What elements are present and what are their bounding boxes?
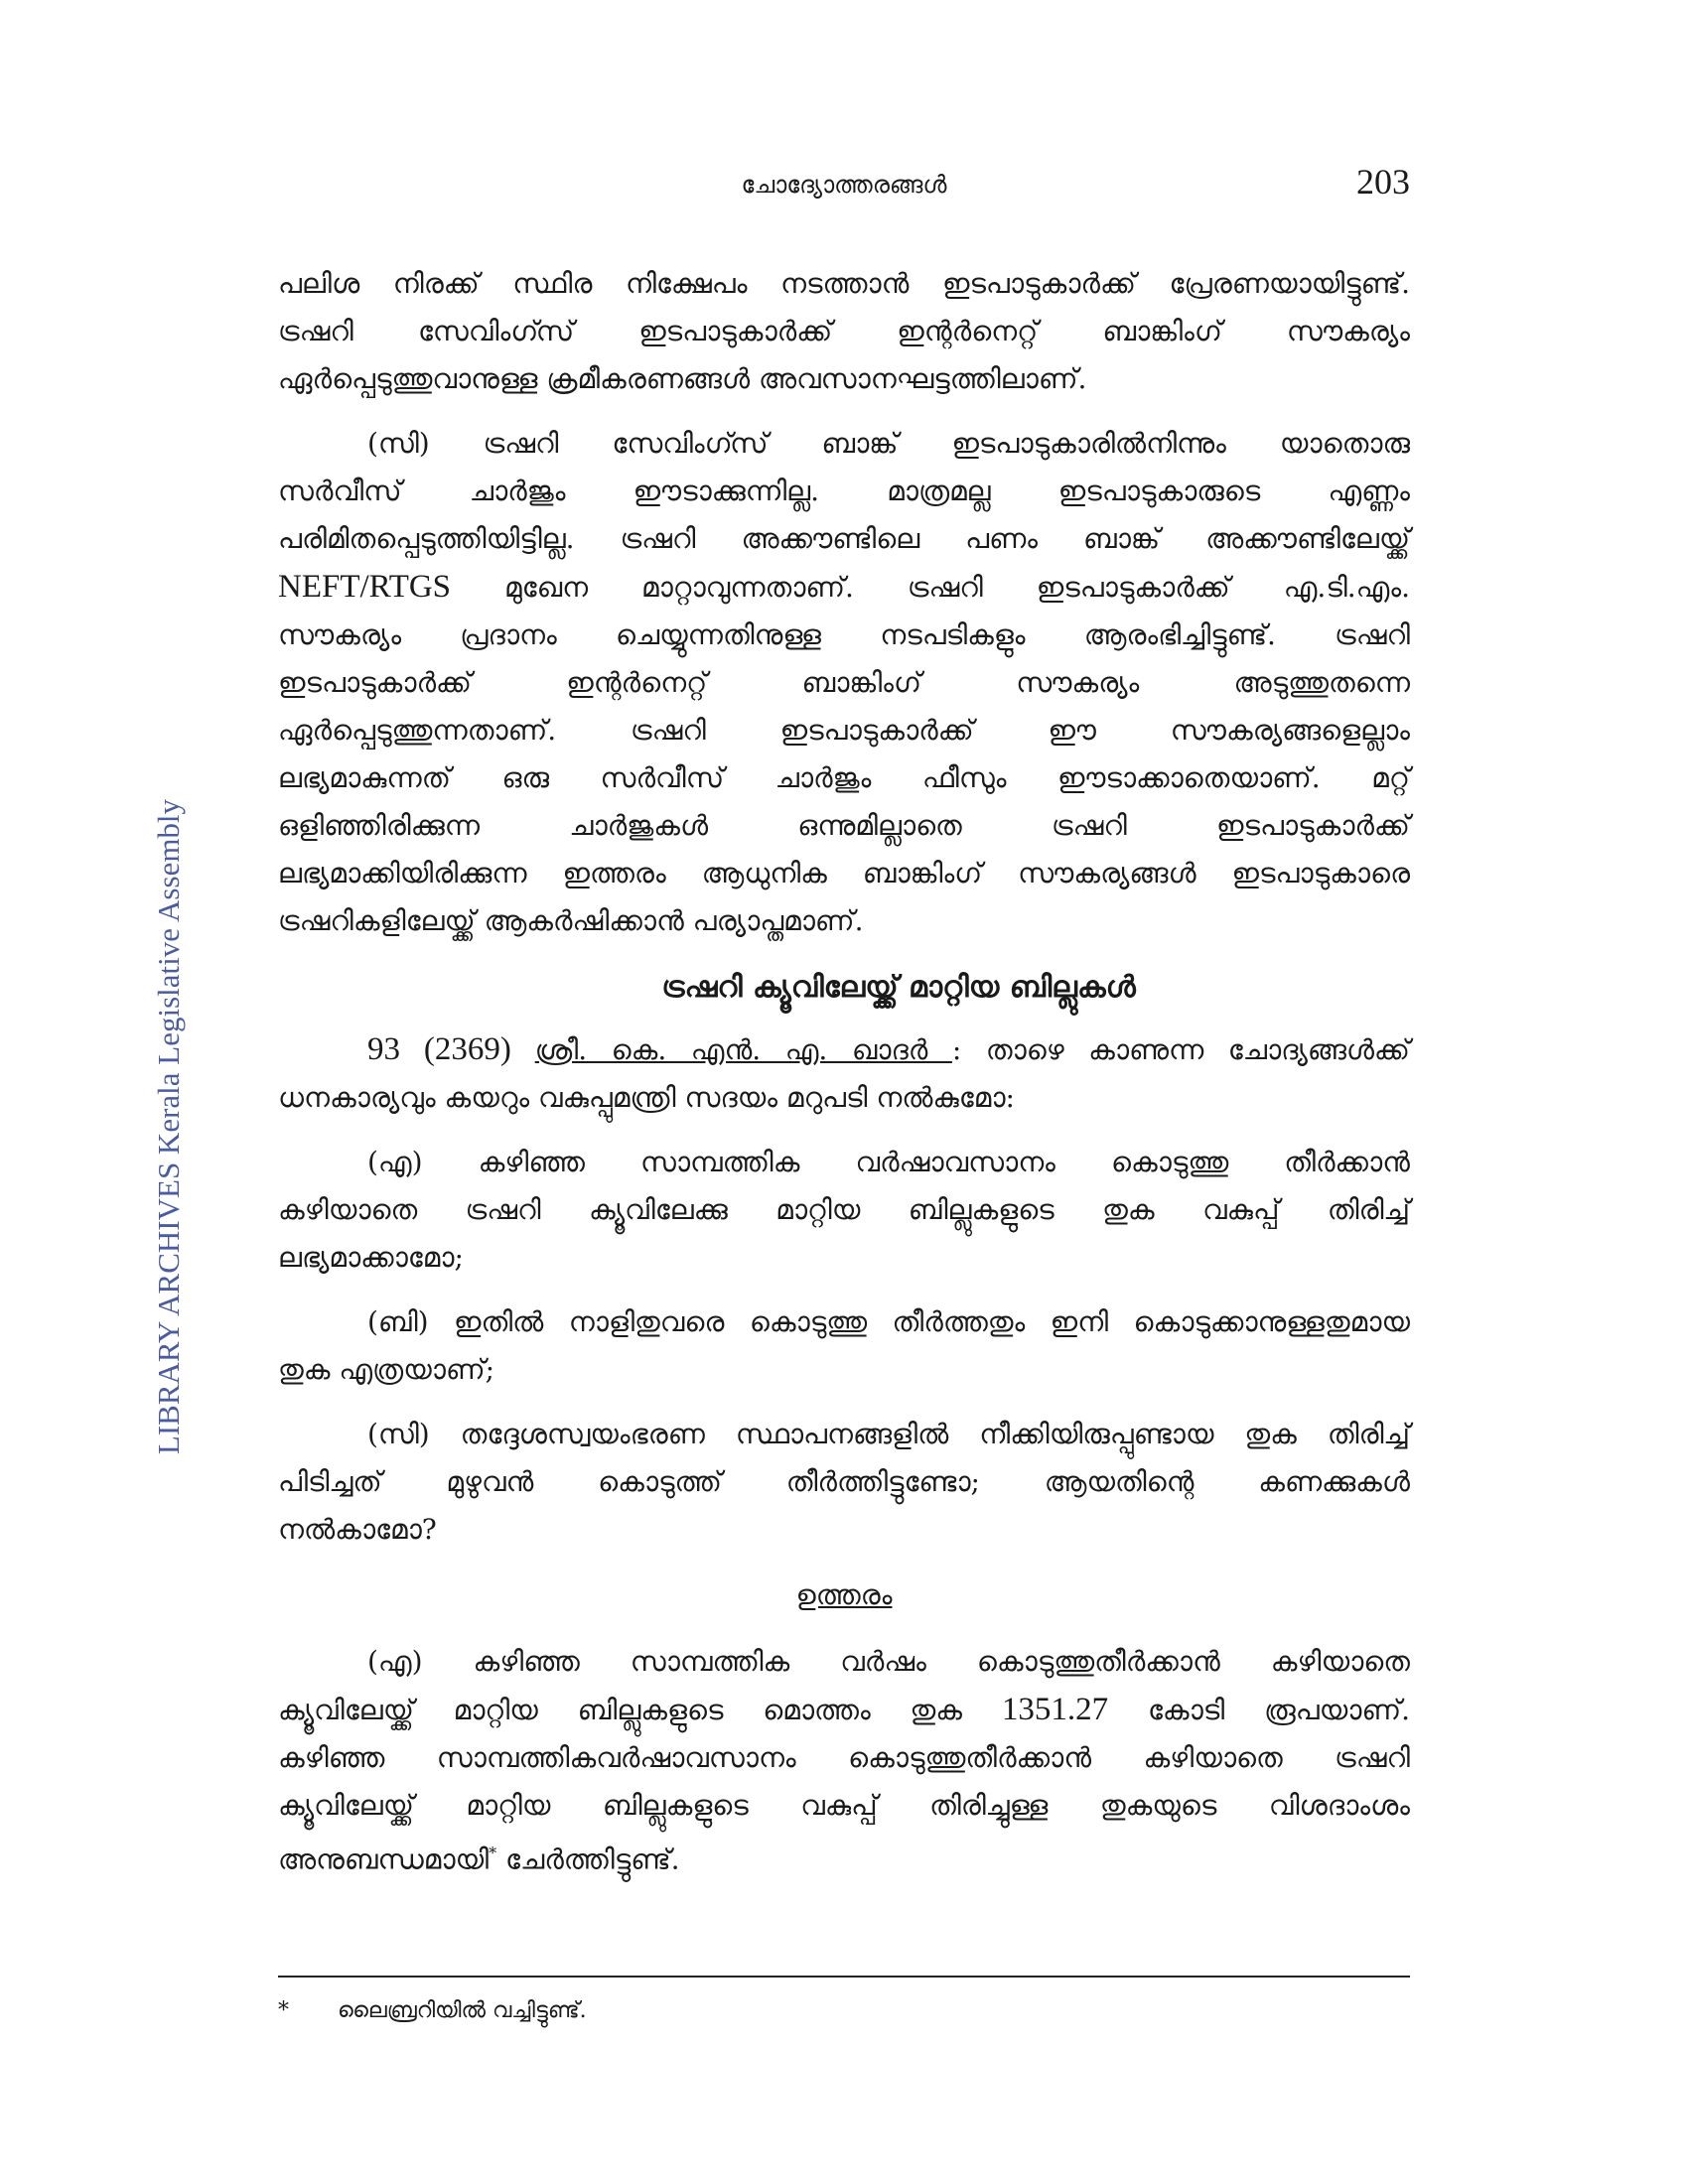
text-line [278,1686,1410,1734]
question-b [278,1298,1410,1394]
answer-c-paragraph [278,420,1410,945]
text-segment: തീർക്കാൻ കഴിയാതെ ട്രഷറി [965,1741,1410,1774]
text-line [278,563,1410,612]
answer-continuation-paragraph [278,260,1410,403]
text-segment: മുഖേന മാറ്റാവുന്നതാണ്. ട്രഷറി ഇടപാടുകാർക്ക് എ.ടി.എം. [451,571,1410,604]
footnote-reference: * [489,1843,497,1862]
text-segment: തീർത്തതും ഇനി കൊടുക്കാനുള്ളതുമായ [867,1305,1410,1338]
underlined-text: ത്തു [391,362,433,395]
text-line: ലഭ്യമാകുന്നത് ഒരു സർവീസ് ചാർജും ഫീസും ഈടാക്കാതെയാണ്. മറ്റ് [278,761,1410,794]
underlined-text: ത്തു [1188,1146,1229,1178]
text-line: ഒളിഞ്ഞിരിക്കുന്ന ചാർജുകൾ ഒന്നുമില്ലാതെ ട്രഷറി ഇടപാടുകാർക്ക് [278,809,1410,842]
member-name: ശ്രീ. കെ. എൻ. എ. ഖാദർ [534,1033,952,1066]
running-header: ചോദ്യോത്തരങ്ങൾ [741,171,947,199]
text-segment: (ബി) ഇതിൽ നാളിതുവരെ കൊടു [367,1305,827,1338]
text-line [278,1139,1410,1186]
text-segment: ഏർപ്പെടു [278,714,392,747]
text-line: പിടിച്ചത് മുഴുവൻ കൊടുത്ത് തീർത്തിട്ടുണ്ടോ; ആയതിന്റെ കണക്കുകൾ [278,1465,1410,1498]
underlined-text: ത്തു [1054,1645,1095,1678]
underlined-text: ത്തു [826,1305,868,1338]
text-line: പലിശ നിരക്ക് സ്ഥിര നിക്ഷേപം നടത്താൻ ഇടപാടുകാർക്ക് പ്രേരണയായിട്ടുണ്ട്. [278,267,1410,300]
text-line: (സി) ട്രഷറി സേവിംഗ്സ് ബാങ്ക് ഇടപാടുകാരിൽനിന്നും യാതൊരു [367,427,1410,460]
text-segment: (എ) കഴിഞ്ഞ സാമ്പത്തിക വർഷാവസാനം കൊടു [367,1146,1189,1178]
question-a [278,1139,1410,1282]
text-line: (സി) തദ്ദേശസ്വയംഭരണ സ്ഥാപനങ്ങളിൽ നീക്കിയിരുപ്പുണ്ടായ തുക തിരിച്ച് [367,1418,1410,1450]
text-line [278,659,1410,707]
answer-heading: ഉത്തരം [795,1578,893,1611]
text-line: പരിമിതപ്പെടുത്തിയിട്ടില്ല. ട്രഷറി അക്കൗണ്ടിലെ പണം ബാങ്ക് അക്കൗണ്ടിലേയ്ക്ക് [278,522,1410,555]
text-line [278,1025,1410,1074]
text-segment: തന്നെ [1328,666,1410,699]
text-segment: ചേർത്തിട്ടുണ്ട്. [496,1843,680,1876]
text-line [278,707,1410,754]
text-line: സൗകര്യം പ്രദാനം ചെയ്യുന്നതിനുള്ള നടപടികളും ആരംഭിച്ചിട്ടുണ്ട്. ട്രഷറി [278,618,1410,651]
answer-a [278,1638,1410,1883]
text-segment: ഇടപാടുകാർക്ക് ഇന്റർനെറ്റ് ബാങ്കിംഗ് സൗകര്യം അടു [278,666,1289,699]
latin-text: NEFT/RTGS [278,569,452,605]
amount-value: 1351.27 [1001,1692,1109,1727]
footnote [278,1993,1410,2029]
text-segment: തീർക്കാൻ [1228,1146,1410,1178]
text-segment: (എ) കഴിഞ്ഞ സാമ്പത്തിക വർഷം കൊടു [367,1645,1055,1678]
page-body [278,260,1410,1900]
text-line: തുക എത്രയാണ്; [278,1353,495,1386]
footnote-divider [278,1976,1410,1978]
text-line: ക്യൂവിലേയ്ക്ക് മാറ്റിയ ബില്ലുകളുടെ വകുപ്പ് തിരിച്ചുള്ള തുകയുടെ വിശദാംശം [278,1789,1410,1822]
text-segment: തീർക്കാൻ കഴിയാതെ [1094,1645,1410,1678]
question-number: 93 (2369) [367,1031,535,1067]
text-line [278,355,1410,403]
footnote-text: ലൈബ്രറിയിൽ വച്ചിട്ടുണ്ട്. [338,1998,587,2023]
text-segment: വാനുള്ള ക്രമീകരണങ്ങൾ അവസാനഘട്ടത്തിലാണ്. [432,362,1087,395]
text-line [278,1734,1410,1782]
text-line [278,1638,1410,1686]
text-line: ലഭ്യമാക്കിയിരിക്കുന്ന ഇത്തരം ആധുനിക ബാങ്കിംഗ് സൗകര്യങ്ങൾ ഇടപാടുകാരെ [278,857,1410,889]
text-segment: കോടി രൂപയാണ്. [1108,1694,1410,1726]
footnote-mark: * [278,1998,289,2023]
page-number: 203 [1356,162,1410,202]
text-line [278,1298,1410,1346]
underlined-text: ത്തു [924,1741,966,1774]
underlined-text: ത്തു [1288,666,1329,699]
text-line: ട്രഷറികളിലേയ്ക്ക് ആകർഷിക്കാൻ പര്യാപ്തമാണ്. [278,904,864,937]
question-93-intro [278,1025,1410,1122]
text-segment: കഴിഞ്ഞ സാമ്പത്തികവർഷാവസാനം കൊടു [278,1741,925,1774]
text-segment: : താഴെ കാണുന്ന ചോദ്യങ്ങൾക്ക് [951,1033,1410,1066]
text-line: കഴിയാതെ ട്രഷറി ക്യൂവിലേക്കു മാറ്റിയ ബില്ലുകളുടെ തുക വകുപ്പ് തിരിച്ച് [278,1193,1410,1226]
text-segment: ഏർപ്പെടു [278,362,392,395]
text-segment: ക്യൂവിലേയ്ക്ക് മാറ്റിയ ബില്ലുകളുടെ മൊത്തം തുക [278,1694,1002,1726]
text-segment: ന്നതാണ്. ട്രഷറി ഇടപാടുകാർക്ക് ഈ സൗകര്യങ്ങളെല്ലാം [432,714,1410,747]
text-segment: അനുബന്ധമായി [278,1843,490,1876]
question-c [278,1411,1410,1554]
text-line: ലഭ്യമാക്കാമോ; [278,1241,464,1274]
underlined-text: ത്തു [391,714,433,747]
text-line: ട്രഷറി സേവിംഗ്സ് ഇടപാടുകാർക്ക് ഇന്റർനെറ്റ് ബാങ്കിംഗ് സൗകര്യം [278,315,1410,347]
text-line: സർവീസ് ചാർജും ഈടാക്കുന്നില്ല. മാത്രമല്ല ഇടപാടുകാരുടെ എണ്ണം [278,475,1410,507]
archive-watermark: LIBRARY ARCHIVES Kerala Legislative Assembly [151,798,186,1455]
text-line: ധനകാര്യവും കയറും വകുപ്പുമന്ത്രി സദയം മറുപടി നൽകുമോ: [278,1081,1015,1114]
text-line: നൽകാമോ? [278,1513,437,1546]
question-heading: ട്രഷറി ക്യൂവിലേയ്ക്ക് മാറ്റിയ ബില്ലുകൾ [661,970,1136,1005]
text-line [278,1830,1410,1883]
